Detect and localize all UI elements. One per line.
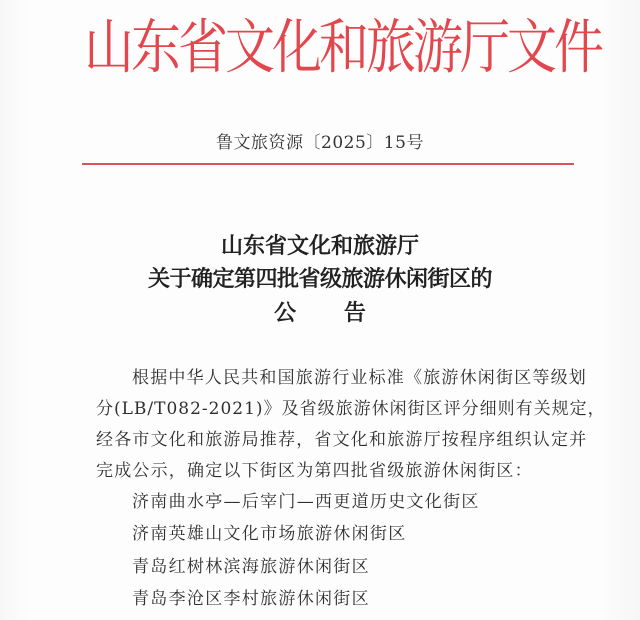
district-list-item: 济南曲水亭—后宰门—西更道历史文化街区 — [132, 492, 480, 512]
district-list-item: 青岛李沧区李村旅游休闲街区 — [132, 589, 370, 609]
district-list-item: 青岛红树林滨海旅游休闲街区 — [132, 557, 370, 577]
paragraph-line: 根据中华人民共和国旅游行业标准《旅游休闲街区等级划 — [132, 368, 587, 388]
notice-title-line-2: 关于确定第四批省级旅游休闲街区的 — [147, 266, 492, 292]
paragraph-line: 经各市文化和旅游局推荐，省文化和旅游厅按程序组织认定并 — [96, 430, 588, 450]
paragraph-line: 分(LB/T082-2021)》及省级旅游休闲街区评分细则有关规定， — [96, 399, 606, 419]
notice-title-line-3: 公 告 — [274, 300, 386, 326]
red-divider — [82, 163, 574, 165]
district-list-item: 济南英雄山文化市场旅游休闲街区 — [132, 524, 407, 544]
document-number: 鲁文旅资源〔2025〕15号 — [216, 133, 424, 153]
notice-title-line-1: 山东省文化和旅游厅 — [220, 233, 419, 259]
paragraph-line: 完成公示，确定以下街区为第四批省级旅游休闲街区： — [96, 461, 533, 481]
issuer-header: 山东省文化和旅游厅文件 — [84, 13, 601, 82]
